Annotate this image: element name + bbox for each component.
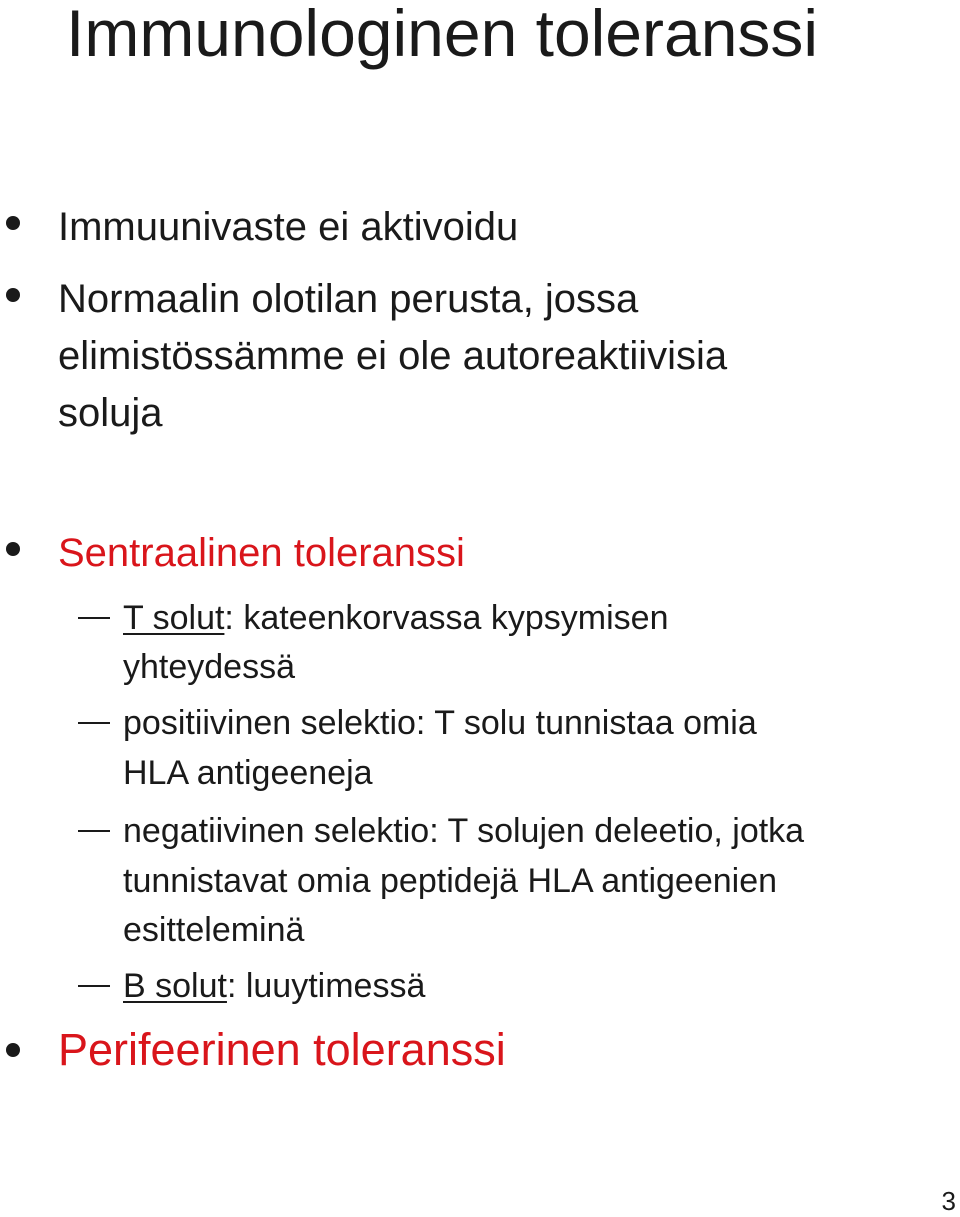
dash-icon xyxy=(78,985,110,987)
bullet-text-line: Normaalin olotilan perusta, jossa xyxy=(58,277,639,321)
dash-icon xyxy=(78,722,110,724)
subitem-text-line: yhteydessä xyxy=(123,648,295,686)
subitem-rest: : kateenkorvassa kypsymisen xyxy=(224,599,669,637)
dash-icon xyxy=(78,830,110,832)
subitem-text-line xyxy=(123,960,425,1012)
bullet-dot-icon xyxy=(6,1043,20,1057)
subitem-lead-term: B solut xyxy=(123,967,227,1005)
bullet-dot-icon xyxy=(6,288,20,302)
bullet-dot-icon xyxy=(6,542,20,556)
bullet-text: Perifeerinen toleranssi xyxy=(58,1024,506,1075)
slide-title: Immunologinen toleranssi xyxy=(66,0,819,70)
subitem-text-line: negatiivinen selektio: T solujen deleetio, jotka xyxy=(123,812,805,850)
bullet-text: Immuunivaste ei aktivoidu xyxy=(58,205,519,249)
subitem-text-line: esitteleminä xyxy=(123,911,305,949)
subitem-lead-term: T solut xyxy=(123,599,225,637)
bullet-text-line: elimistössämme ei ole autoreaktiivisia xyxy=(58,334,728,378)
subitem-rest: : luuytimessä xyxy=(226,967,426,1005)
subitem-text-line: positiivinen selektio: T solu tunnistaa omia xyxy=(123,704,757,742)
subitem-text-line xyxy=(123,592,669,644)
dash-icon xyxy=(78,617,110,619)
subitem-text-line: tunnistavat omia peptidejä HLA antigeenien xyxy=(123,862,778,900)
subitem-text-line: HLA antigeeneja xyxy=(123,754,373,792)
page-number: 3 xyxy=(941,1186,956,1216)
bullet-text: Sentraalinen toleranssi xyxy=(58,531,465,575)
bullet-dot-icon xyxy=(6,216,20,230)
bullet-text-line: soluja xyxy=(58,391,163,435)
